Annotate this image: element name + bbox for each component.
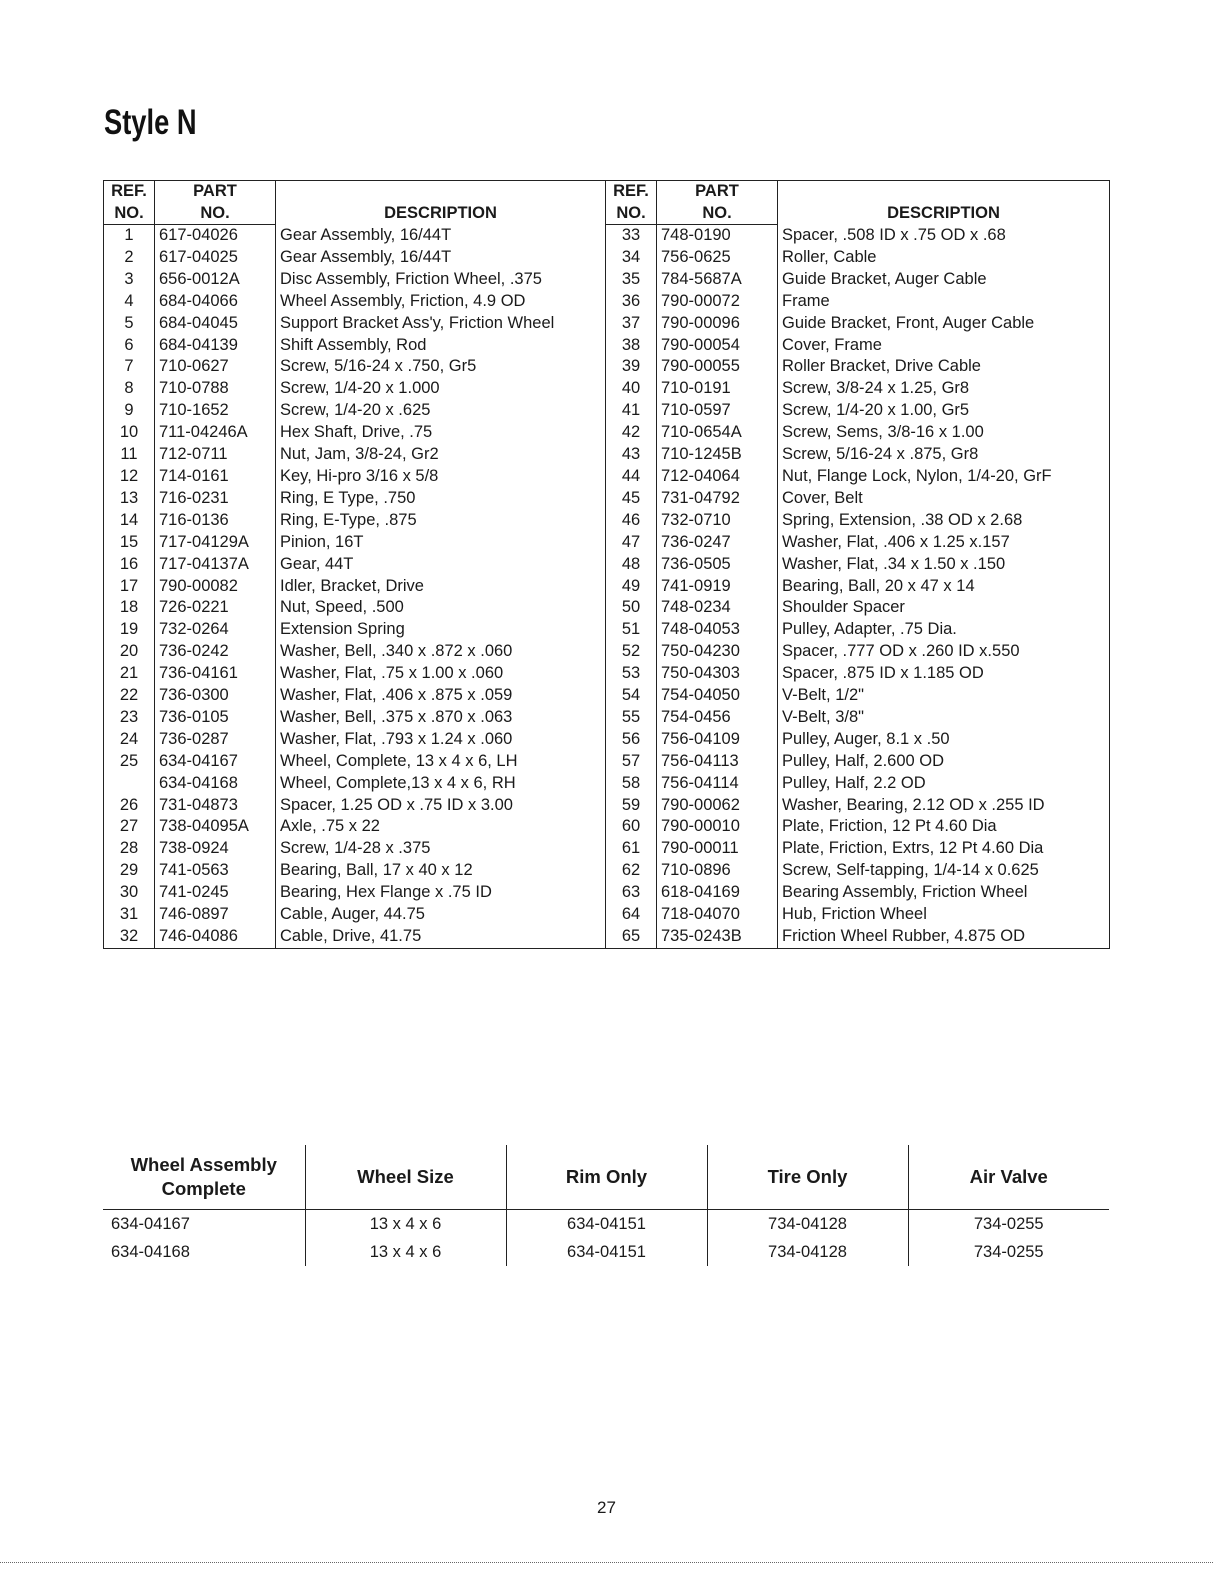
part-number: 710-0627 — [155, 356, 276, 378]
ref-number: 50 — [606, 597, 657, 619]
wheel-row — [103, 1238, 1109, 1266]
part-description: Washer, Flat, .75 x 1.00 x .060 — [276, 663, 606, 685]
part-description: Washer, Flat, .34 x 1.50 x .150 — [782, 554, 1006, 573]
ref-number: 4 — [104, 291, 155, 313]
ref-number: 49 — [606, 576, 657, 598]
part-number: 756-04113 — [657, 751, 778, 773]
part-number: 736-0242 — [155, 641, 276, 663]
air-valve-part-number: 734-0255 — [973, 1242, 1044, 1261]
part-description: Shoulder Spacer — [782, 598, 905, 617]
ref-number: 59 — [606, 795, 657, 817]
ref-number: 17 — [104, 576, 155, 598]
ref-number: 46 — [606, 510, 657, 532]
parts-row — [104, 291, 1110, 313]
part-number: 634-04168 — [155, 773, 276, 795]
part-description: Bearing, Hex Flange x .75 ID — [276, 882, 606, 904]
parts-row — [104, 860, 1110, 882]
wheel-assembly-table — [103, 1145, 1109, 1266]
part-number: 714-0161 — [155, 466, 276, 488]
part-number: 790-00055 — [657, 356, 778, 378]
ref-number: 28 — [104, 838, 155, 860]
parts-row — [104, 378, 1110, 400]
part-description: Axle, .75 x 22 — [276, 816, 606, 838]
part-number: 754-0456 — [657, 707, 778, 729]
part-number: 684-04066 — [155, 291, 276, 313]
part-description: Pulley, Auger, 8.1 x .50 — [782, 729, 950, 748]
ref-number: 36 — [606, 291, 657, 313]
ref-number: 20 — [104, 641, 155, 663]
ref-number: 57 — [606, 751, 657, 773]
parts-row — [104, 729, 1110, 751]
ref-number: 30 — [104, 882, 155, 904]
wheel-assembly-number: 634-04168 — [103, 1238, 305, 1266]
ref-number: 19 — [104, 619, 155, 641]
part-description: Plate, Friction, 12 Pt 4.60 Dia — [782, 817, 997, 836]
ref-number: 24 — [104, 729, 155, 751]
footer-divider — [0, 1562, 1213, 1563]
ref-number: 12 — [104, 466, 155, 488]
parts-row — [104, 619, 1110, 641]
ref-number: 58 — [606, 773, 657, 795]
part-number: 731-04873 — [155, 795, 276, 817]
ref-number: 11 — [104, 444, 155, 466]
ref-number: 8 — [104, 378, 155, 400]
ref-number: 47 — [606, 532, 657, 554]
part-description: Nut, Jam, 3/8-24, Gr2 — [276, 444, 606, 466]
part-description: Washer, Flat, .406 x .875 x .059 — [276, 685, 606, 707]
parts-row — [104, 313, 1110, 335]
part-number: 741-0919 — [657, 576, 778, 598]
rim-only-header: Rim Only — [506, 1145, 707, 1210]
part-description: Roller, Cable — [782, 247, 877, 266]
part-description: Washer, Bell, .340 x .872 x .060 — [276, 641, 606, 663]
part-number: 710-0896 — [657, 860, 778, 882]
ref-header: NO. — [606, 203, 657, 225]
part-description: V-Belt, 3/8" — [782, 707, 864, 726]
ref-number: 41 — [606, 400, 657, 422]
part-number: 741-0563 — [155, 860, 276, 882]
ref-number: 22 — [104, 685, 155, 707]
part-number: 741-0245 — [155, 882, 276, 904]
part-number: 738-04095A — [155, 816, 276, 838]
part-number: 618-04169 — [657, 882, 778, 904]
part-description: Spring, Extension, .38 OD x 2.68 — [782, 510, 1023, 529]
part-number: 712-0711 — [155, 444, 276, 466]
part-number: 746-04086 — [155, 926, 276, 948]
part-number: 748-04053 — [657, 619, 778, 641]
part-description: Bearing, Ball, 17 x 40 x 12 — [276, 860, 606, 882]
part-number: 684-04045 — [155, 313, 276, 335]
part-number: 710-1652 — [155, 400, 276, 422]
part-description: Gear, 44T — [276, 554, 606, 576]
ref-number: 44 — [606, 466, 657, 488]
parts-row — [104, 444, 1110, 466]
part-description: Cable, Drive, 41.75 — [276, 926, 606, 948]
tire-only-header: Tire Only — [707, 1145, 908, 1210]
part-header: PART — [155, 181, 276, 203]
part-description: Screw, Self-tapping, 1/4-14 x 0.625 — [782, 861, 1039, 880]
wheel-size-header: Wheel Size — [305, 1145, 506, 1210]
part-number: 710-0788 — [155, 378, 276, 400]
part-description: Key, Hi-pro 3/16 x 5/8 — [276, 466, 606, 488]
parts-row — [104, 335, 1110, 357]
part-description: V-Belt, 1/2" — [782, 686, 864, 705]
ref-number: 7 — [104, 356, 155, 378]
wheel-size: 13 x 4 x 6 — [305, 1238, 506, 1266]
part-number: 756-04109 — [657, 729, 778, 751]
part-description: Screw, 3/8-24 x 1.25, Gr8 — [782, 379, 970, 398]
part-number: 736-0300 — [155, 685, 276, 707]
ref-header: NO. — [104, 203, 155, 225]
part-number: 756-04114 — [657, 773, 778, 795]
part-number: 748-0234 — [657, 597, 778, 619]
part-description: Screw, 5/16-24 x .875, Gr8 — [782, 445, 979, 464]
ref-number: 26 — [104, 795, 155, 817]
part-description: Pulley, Adapter, .75 Dia. — [782, 620, 957, 639]
part-description: Nut, Speed, .500 — [276, 597, 606, 619]
wheel-assembly-number: 634-04167 — [103, 1210, 305, 1239]
parts-row — [104, 816, 1110, 838]
part-number: 748-0190 — [657, 225, 778, 247]
ref-number: 37 — [606, 313, 657, 335]
part-number: 726-0221 — [155, 597, 276, 619]
part-number: 617-04025 — [155, 247, 276, 269]
ref-number: 34 — [606, 247, 657, 269]
description-header: DESCRIPTION — [887, 204, 1000, 222]
ref-number: 29 — [104, 860, 155, 882]
part-number: 736-0247 — [657, 532, 778, 554]
parts-row — [104, 904, 1110, 926]
ref-number: 56 — [606, 729, 657, 751]
ref-number: 14 — [104, 510, 155, 532]
ref-number: 55 — [606, 707, 657, 729]
part-description: Screw, Sems, 3/8-16 x 1.00 — [782, 423, 984, 442]
parts-row — [104, 795, 1110, 817]
part-number: 790-00072 — [657, 291, 778, 313]
part-number: 711-04246A — [155, 422, 276, 444]
tire-part-number: 734-04128 — [707, 1238, 908, 1266]
ref-number: 65 — [606, 926, 657, 948]
part-description: Screw, 1/4-28 x .375 — [276, 838, 606, 860]
part-number: 712-04064 — [657, 466, 778, 488]
part-number: 736-0505 — [657, 554, 778, 576]
part-description: Screw, 1/4-20 x 1.00, Gr5 — [782, 401, 970, 420]
part-number: 716-0136 — [155, 510, 276, 532]
part-number: 735-0243B — [657, 926, 778, 948]
ref-number: 2 — [104, 247, 155, 269]
part-number: 710-1245B — [657, 444, 778, 466]
part-description: Gear Assembly, 16/44T — [276, 247, 606, 269]
ref-number: 40 — [606, 378, 657, 400]
ref-number: 60 — [606, 816, 657, 838]
parts-row — [104, 510, 1110, 532]
air-valve-header: Air Valve — [908, 1145, 1109, 1210]
ref-number: 63 — [606, 882, 657, 904]
ref-number: 52 — [606, 641, 657, 663]
part-description: Ring, E Type, .750 — [276, 488, 606, 510]
part-number: 790-00010 — [657, 816, 778, 838]
ref-number: 27 — [104, 816, 155, 838]
part-description: Spacer, .777 OD x .260 ID x.550 — [782, 642, 1020, 661]
part-description: Cable, Auger, 44.75 — [276, 904, 606, 926]
part-description: Washer, Flat, .406 x 1.25 x.157 — [782, 532, 1010, 551]
part-description: Washer, Bearing, 2.12 OD x .255 ID — [782, 795, 1045, 814]
part-description: Hub, Friction Wheel — [782, 905, 927, 924]
part-number: 710-0191 — [657, 378, 778, 400]
part-number: 684-04139 — [155, 335, 276, 357]
part-number: 784-5687A — [657, 269, 778, 291]
page-number: 27 — [597, 1498, 616, 1517]
part-description: Friction Wheel Rubber, 4.875 OD — [782, 927, 1026, 945]
ref-number: 10 — [104, 422, 155, 444]
ref-number: 61 — [606, 838, 657, 860]
ref-number: 33 — [606, 225, 657, 247]
ref-number: 35 — [606, 269, 657, 291]
part-description: Washer, Flat, .793 x 1.24 x .060 — [276, 729, 606, 751]
part-description: Frame — [782, 291, 830, 310]
parts-row — [104, 576, 1110, 598]
ref-number: 16 — [104, 554, 155, 576]
description-header: DESCRIPTION — [276, 181, 606, 225]
part-number: 736-04161 — [155, 663, 276, 685]
part-description: Bearing Assembly, Friction Wheel — [782, 883, 1028, 902]
part-description: Bearing, Ball, 20 x 47 x 14 — [782, 576, 975, 595]
part-description: Ring, E-Type, .875 — [276, 510, 606, 532]
ref-number: 62 — [606, 860, 657, 882]
part-description: Spacer, .875 ID x 1.185 OD — [782, 664, 984, 683]
ref-header: REF. — [606, 181, 657, 203]
part-description: Plate, Friction, Extrs, 12 Pt 4.60 Dia — [782, 839, 1044, 858]
ref-number: 38 — [606, 335, 657, 357]
wheel-assembly-header-line1: Wheel Assembly — [130, 1154, 277, 1175]
part-number: 790-00096 — [657, 313, 778, 335]
part-number: 790-00011 — [657, 838, 778, 860]
part-header: NO. — [155, 203, 276, 225]
part-number: 634-04167 — [155, 751, 276, 773]
part-description: Washer, Bell, .375 x .870 x .063 — [276, 707, 606, 729]
parts-row — [104, 269, 1110, 291]
parts-row — [104, 400, 1110, 422]
ref-number: 18 — [104, 597, 155, 619]
ref-number: 45 — [606, 488, 657, 510]
ref-header: REF. — [104, 181, 155, 203]
part-number: 710-0654A — [657, 422, 778, 444]
part-description: Spacer, .508 ID x .75 OD x .68 — [782, 225, 1006, 244]
part-description: Screw, 5/16-24 x .750, Gr5 — [276, 356, 606, 378]
parts-row — [104, 751, 1110, 773]
parts-list-table — [103, 180, 1110, 949]
part-number: 790-00082 — [155, 576, 276, 598]
part-number: 790-00054 — [657, 335, 778, 357]
parts-row — [104, 773, 1110, 795]
part-number: 732-0710 — [657, 510, 778, 532]
ref-number: 15 — [104, 532, 155, 554]
part-number: 790-00062 — [657, 795, 778, 817]
part-description: Roller Bracket, Drive Cable — [782, 357, 981, 376]
part-header: PART — [657, 181, 778, 203]
part-number: 717-04137A — [155, 554, 276, 576]
part-description: Support Bracket Ass'y, Friction Wheel — [276, 313, 606, 335]
part-description: Pulley, Half, 2.2 OD — [782, 773, 926, 792]
part-description: Shift Assembly, Rod — [276, 335, 606, 357]
part-description: Nut, Flange Lock, Nylon, 1/4-20, GrF — [782, 466, 1052, 485]
ref-number: 6 — [104, 335, 155, 357]
ref-number: 64 — [606, 904, 657, 926]
part-description: Guide Bracket, Front, Auger Cable — [782, 313, 1035, 332]
part-number: 750-04303 — [657, 663, 778, 685]
part-number: 656-0012A — [155, 269, 276, 291]
parts-row — [104, 838, 1110, 860]
page-title: Style N — [104, 103, 197, 142]
parts-row — [104, 663, 1110, 685]
parts-row — [104, 641, 1110, 663]
part-description: Wheel Assembly, Friction, 4.9 OD — [276, 291, 606, 313]
parts-row — [104, 882, 1110, 904]
parts-row — [104, 597, 1110, 619]
part-number: 732-0264 — [155, 619, 276, 641]
ref-number: 31 — [104, 904, 155, 926]
parts-row — [104, 685, 1110, 707]
part-number: 736-0287 — [155, 729, 276, 751]
ref-number: 21 — [104, 663, 155, 685]
part-description: Pinion, 16T — [276, 532, 606, 554]
rim-part-number: 634-04151 — [506, 1238, 707, 1266]
ref-number: 3 — [104, 269, 155, 291]
part-number: 617-04026 — [155, 225, 276, 247]
part-description: Screw, 1/4-20 x 1.000 — [276, 378, 606, 400]
ref-number: 53 — [606, 663, 657, 685]
wheel-row — [103, 1210, 1109, 1239]
part-header: NO. — [657, 203, 778, 225]
part-description: Disc Assembly, Friction Wheel, .375 — [276, 269, 606, 291]
part-description: Pulley, Half, 2.600 OD — [782, 751, 945, 770]
ref-number: 39 — [606, 356, 657, 378]
part-number: 718-04070 — [657, 904, 778, 926]
part-description: Cover, Belt — [782, 488, 863, 507]
ref-number: 42 — [606, 422, 657, 444]
ref-number: 5 — [104, 313, 155, 335]
ref-number: 43 — [606, 444, 657, 466]
part-description: Wheel, Complete,13 x 4 x 6, RH — [276, 773, 606, 795]
part-description: Spacer, 1.25 OD x .75 ID x 3.00 — [276, 795, 606, 817]
part-description: Screw, 1/4-20 x .625 — [276, 400, 606, 422]
part-number: 754-04050 — [657, 685, 778, 707]
part-number: 746-0897 — [155, 904, 276, 926]
part-description: Hex Shaft, Drive, .75 — [276, 422, 606, 444]
parts-row — [104, 247, 1110, 269]
ref-number: 32 — [104, 926, 155, 948]
part-number: 756-0625 — [657, 247, 778, 269]
part-number: 710-0597 — [657, 400, 778, 422]
parts-row — [104, 422, 1110, 444]
parts-row — [104, 926, 1110, 948]
parts-row — [104, 554, 1110, 576]
wheel-assembly-header-line2: Complete — [161, 1178, 246, 1199]
wheel-assembly-header — [103, 1145, 305, 1210]
ref-number: 48 — [606, 554, 657, 576]
parts-row — [104, 225, 1110, 247]
ref-number: 25 — [104, 751, 155, 773]
part-number: 738-0924 — [155, 838, 276, 860]
ref-number: 51 — [606, 619, 657, 641]
air-valve-part-number: 734-0255 — [973, 1214, 1044, 1233]
part-number: 750-04230 — [657, 641, 778, 663]
parts-row — [104, 707, 1110, 729]
part-description: Gear Assembly, 16/44T — [276, 225, 606, 247]
tire-part-number: 734-04128 — [707, 1210, 908, 1239]
part-description: Cover, Frame — [782, 335, 882, 354]
rim-part-number: 634-04151 — [506, 1210, 707, 1239]
parts-row — [104, 356, 1110, 378]
ref-number: 13 — [104, 488, 155, 510]
part-description: Wheel, Complete, 13 x 4 x 6, LH — [276, 751, 606, 773]
parts-row — [104, 466, 1110, 488]
parts-row — [104, 488, 1110, 510]
ref-number: 54 — [606, 685, 657, 707]
part-number: 717-04129A — [155, 532, 276, 554]
part-number: 731-04792 — [657, 488, 778, 510]
parts-row — [104, 532, 1110, 554]
ref-number — [104, 773, 155, 795]
ref-number: 9 — [104, 400, 155, 422]
ref-number: 23 — [104, 707, 155, 729]
part-description: Extension Spring — [276, 619, 606, 641]
part-number: 716-0231 — [155, 488, 276, 510]
wheel-size: 13 x 4 x 6 — [305, 1210, 506, 1239]
part-number: 736-0105 — [155, 707, 276, 729]
part-description: Idler, Bracket, Drive — [276, 576, 606, 598]
ref-number: 1 — [104, 225, 155, 247]
part-description: Guide Bracket, Auger Cable — [782, 269, 987, 288]
